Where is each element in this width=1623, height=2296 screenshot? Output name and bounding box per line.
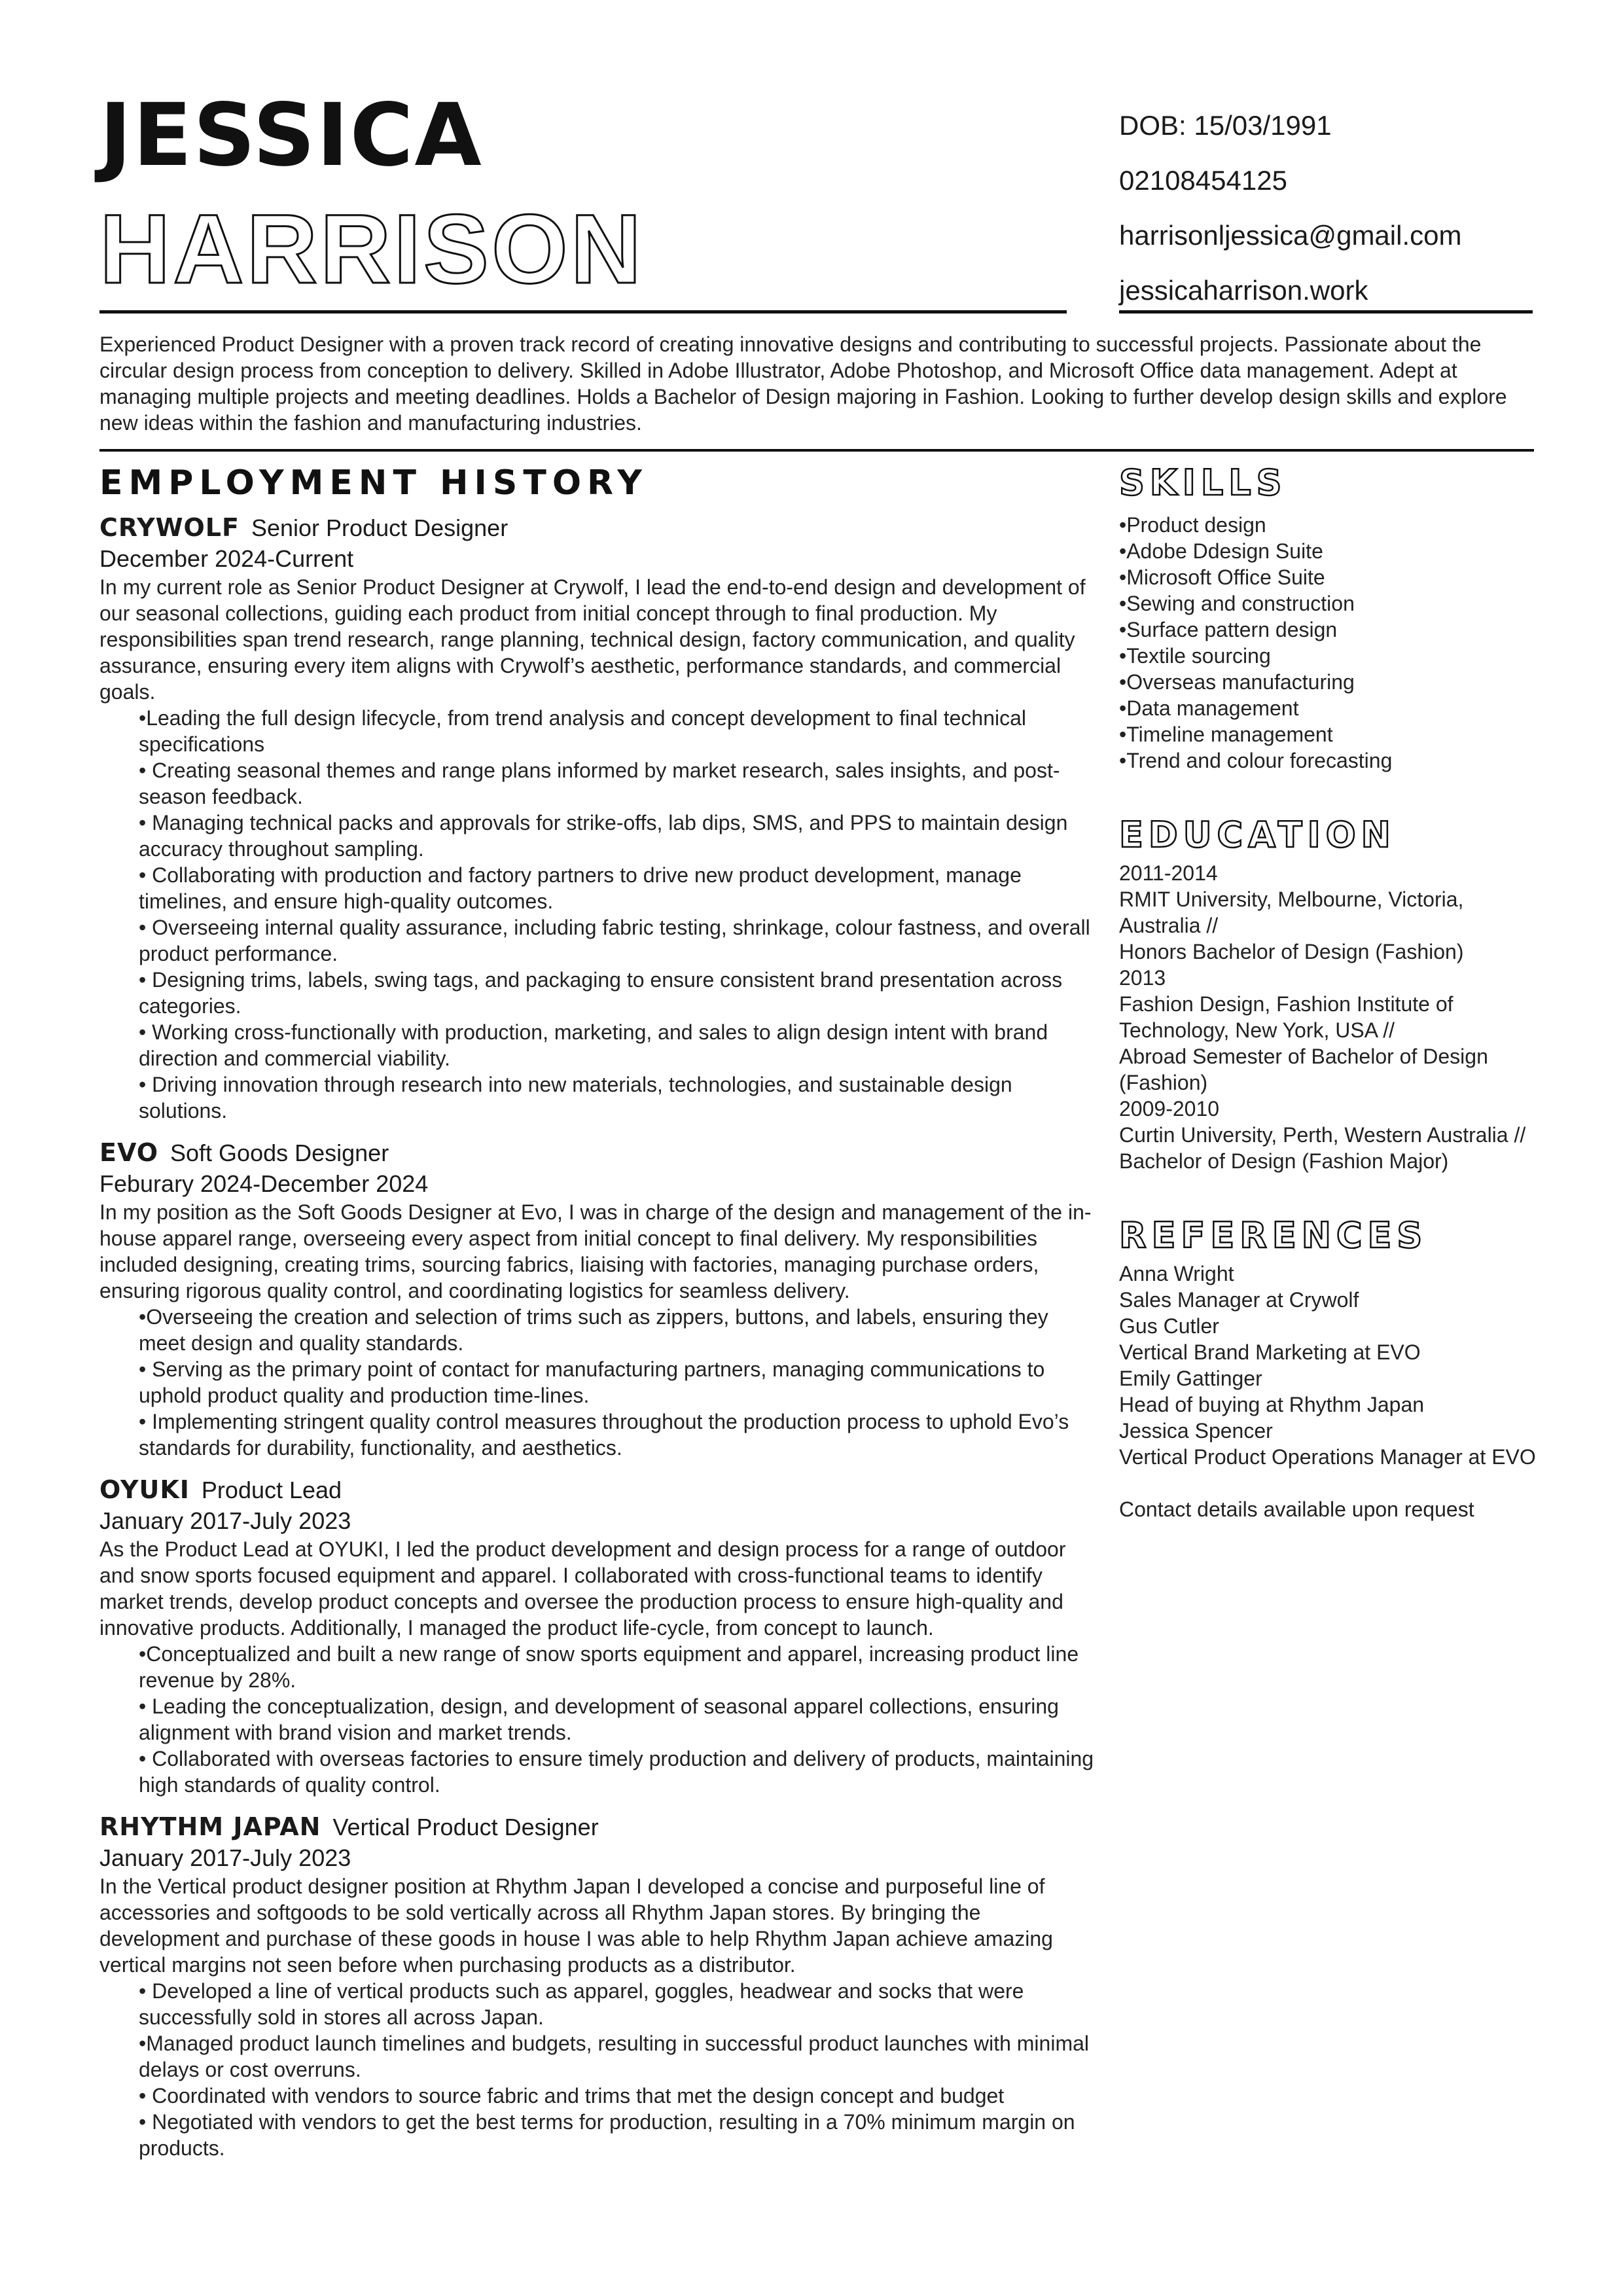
reference-spacer [1119,1470,1538,1496]
contact-dob: DOB: 15/03/1991 [1119,110,1332,141]
job-description: As the Product Lead at OYUKI, I led the product development and design process for a range of outdoor and snow sports focused equipment and apparel. I collaborated with cross-functional teams to identify market trends, develop product concepts and oversee the production process to ensure high-quality and innovative products. Additionally, I managed the product life-cycle, from concept to launch. [99,1537,1066,1640]
education-line: Abroad Semester of Bachelor of Design (Fashion) [1119,1045,1488,1094]
education-line: Fashion Design, Fashion Institute of Technology, New York, USA // [1119,992,1454,1042]
reference-position: Vertical Product Operations Manager at EVO [1119,1445,1536,1469]
profile-summary: Experienced Product Designer with a proven track record of creating innovative designs and contributing to successful projects. Passionate about the circular design process from conception to delivery. Skilled in Adobe Illustrator, Adobe Photoshop, and Microsoft Office data management. Adept at managing multiple projects and meeting deadlines. Holds a Bachelor of Design majoring in Fashion. Looking to further develop design skills and explore new ideas within the fashion and manufacturing industries. [99,332,1507,435]
job-entry [99,1137,1094,1461]
education-title: EDUCATION [1119,814,1396,855]
job-company: CRYWOLF [99,513,240,542]
skills-section [1119,458,1538,774]
job-bullet: • Serving as the primary point of contact for manufacturing partners, managing communications to uphold product quality and production time-lines. [139,1357,1045,1407]
job-bullet: • Designing trims, labels, swing tags, and packaging to ensure consistent brand presentation across categories. [139,968,1063,1018]
contact-website: jessicaharrison.work [1119,275,1368,306]
job-role: Vertical Product Designer [332,1814,599,1840]
contact-email: harrisonljessica@gmail.com [1119,220,1462,251]
education-line: 2013 [1119,966,1166,990]
skills-list [1119,512,1538,774]
job-bullet: • Coordinated with vendors to source fabric and trims that met the design concept and budget [139,2084,1005,2108]
education-line: Curtin University, Perth, Western Australia // [1119,1123,1526,1147]
education-line: 2009-2010 [1119,1097,1220,1121]
job-bullet: • Negotiated with vendors to get the best terms for production, resulting in a 70% minimum margin on products. [139,2110,1075,2160]
sidebar [1119,458,1538,1522]
job-dates: January 2017-July 2023 [99,1507,351,1534]
reference-position: Vertical Brand Marketing at EVO [1119,1340,1421,1364]
job-bullets [99,1641,1094,1798]
education-line: Bachelor of Design (Fashion Major) [1119,1149,1449,1173]
job-bullet: • Collaborating with production and factory partners to drive new product development, manage timelines, and ensure high-quality outcomes. [139,863,1022,913]
skill-item: •Trend and colour forecasting [1119,749,1393,772]
reference-name: Anna Wright [1119,1262,1234,1285]
job-bullet: •Conceptualized and built a new range of snow sports equipment and apparel, increasing product line revenue by 28%. [139,1642,1079,1692]
job-dates: December 2024-Current [99,545,354,572]
skill-item: •Textile sourcing [1119,644,1271,668]
job-entry [99,512,1094,1124]
reference-name: Emily Gattinger [1119,1367,1262,1390]
job-company: OYUKI [99,1475,190,1504]
job-entry [99,1474,1094,1798]
job-company: RHYTHM JAPAN [99,1812,321,1841]
job-company: EVO [99,1138,159,1167]
employment-history [99,458,1094,2161]
job-bullets [99,1978,1094,2161]
references-section [1119,1211,1538,1522]
job-bullet: • Overseeing internal quality assurance, including fabric testing, shrinkage, colour fastness, and overall product performance. [139,916,1090,965]
contact-details [1119,98,1538,318]
skill-item: •Product design [1119,513,1266,537]
name-divider [99,310,1067,314]
job-bullets [99,705,1094,1124]
job-bullet: • Leading the conceptualization, design, and development of seasonal apparel collections, ensuring alignment with brand vision and market trends. [139,1695,1059,1744]
job-role: Product Lead [201,1477,342,1503]
job-bullet: •Leading the full design lifecycle, from trend analysis and concept development to final technical specifications [139,706,1026,756]
job-bullet: •Overseeing the creation and selection of trims such as zippers, buttons, and labels, ensuring they meet design and quality standards. [139,1305,1048,1355]
job-bullet: • Managing technical packs and approvals for strike-offs, lab dips, SMS, and PPS to maintain design accuracy throughout sampling. [139,811,1068,861]
reference-position: Head of buying at Rhythm Japan [1119,1393,1425,1416]
skill-item: •Timeline management [1119,723,1333,746]
job-bullet: •Managed product launch timelines and budgets, resulting in successful product launches with minimal delays or cost overruns. [139,2032,1089,2081]
skill-item: •Microsoft Office Suite [1119,565,1325,589]
reference-note: Contact details available upon request [1119,1498,1474,1521]
employment-title: EMPLOYMENT HISTORY [99,463,648,503]
education-section [1119,810,1538,1174]
job-header [99,1474,1094,1506]
job-bullet: • Implementing stringent quality control measures throughout the production process to uphold Evo’s standards for durability, functionality, and aesthetics. [139,1410,1069,1460]
skill-item: •Sewing and construction [1119,592,1355,615]
job-bullet: • Developed a line of vertical products such as apparel, goggles, headwear and socks that were successfully sold in stores all across Japan. [139,1979,1024,2029]
job-role: Senior Product Designer [251,514,508,541]
references-list [1119,1261,1538,1522]
job-header [99,1811,1094,1843]
job-role: Soft Goods Designer [170,1139,389,1166]
first-name: JESSICA [99,85,483,186]
education-line: 2011-2014 [1119,861,1218,885]
job-dates: Feburary 2024-December 2024 [99,1170,429,1197]
skill-item: •Data management [1119,696,1299,720]
education-list [1119,860,1538,1174]
education-line: Honors Bachelor of Design (Fashion) [1119,940,1464,963]
job-header [99,1137,1094,1169]
job-bullets [99,1304,1094,1461]
contact-divider [1119,310,1533,314]
reference-position: Sales Manager at Crywolf [1119,1288,1359,1312]
skill-item: •Adobe Ddesign Suite [1119,539,1323,563]
job-dates: January 2017-July 2023 [99,1844,351,1871]
reference-name: Jessica Spencer [1119,1419,1273,1443]
skills-title: SKILLS [1119,462,1287,503]
job-description: In the Vertical product designer position at Rhythm Japan I developed a concise and purposeful line of accessories and softgoods to be sold vertically across all Rhythm Japan stores. By bringing the development and purchase of these goods in house I was able to help Rhythm Japan achieve amazing vertical margins not seen before when purchasing products as a distributor. [99,1874,1053,1977]
skill-item: •Surface pattern design [1119,618,1338,641]
job-bullet: • Driving innovation through research into new materials, technologies, and sustainable design solutions. [139,1073,1012,1122]
job-bullet: • Creating seasonal themes and range plans informed by market research, sales insights, and post-season feedback. [139,759,1060,808]
job-header [99,512,1094,544]
last-name: HARRISON [99,194,645,304]
summary-divider [99,449,1534,452]
reference-name: Gus Cutler [1119,1314,1219,1338]
skill-item: •Overseas manufacturing [1119,670,1355,694]
job-bullet: • Working cross-functionally with production, marketing, and sales to align design intent with brand direction and commercial viability. [139,1020,1048,1070]
job-bullet: • Collaborated with overseas factories to ensure timely production and delivery of products, maintaining high standards of quality control. [139,1747,1094,1797]
job-description: In my current role as Senior Product Designer at Crywolf, I lead the end-to-end design and development of our seasonal collections, guiding each product from initial concept through to final production. My responsibilities span trend research, range planning, technical design, factory communication, and quality assurance, ensuring every item aligns with Crywolf’s aesthetic, performance standards, and commercial goals. [99,575,1086,704]
education-line: RMIT University, Melbourne, Victoria, Australia // [1119,888,1464,937]
contact-phone: 02108454125 [1119,165,1287,196]
job-entry [99,1811,1094,2161]
job-description: In my position as the Soft Goods Designer at Evo, I was in charge of the design and management of the in-house apparel range, overseeing every aspect from initial concept to final delivery. My responsibilities included designing, creating trims, sourcing fabrics, liaising with factories, managing purchase orders, ensuring rigorous quality control, and coordinating logistics for seamless delivery. [99,1200,1092,1302]
references-title: REFERENCES [1119,1215,1428,1256]
